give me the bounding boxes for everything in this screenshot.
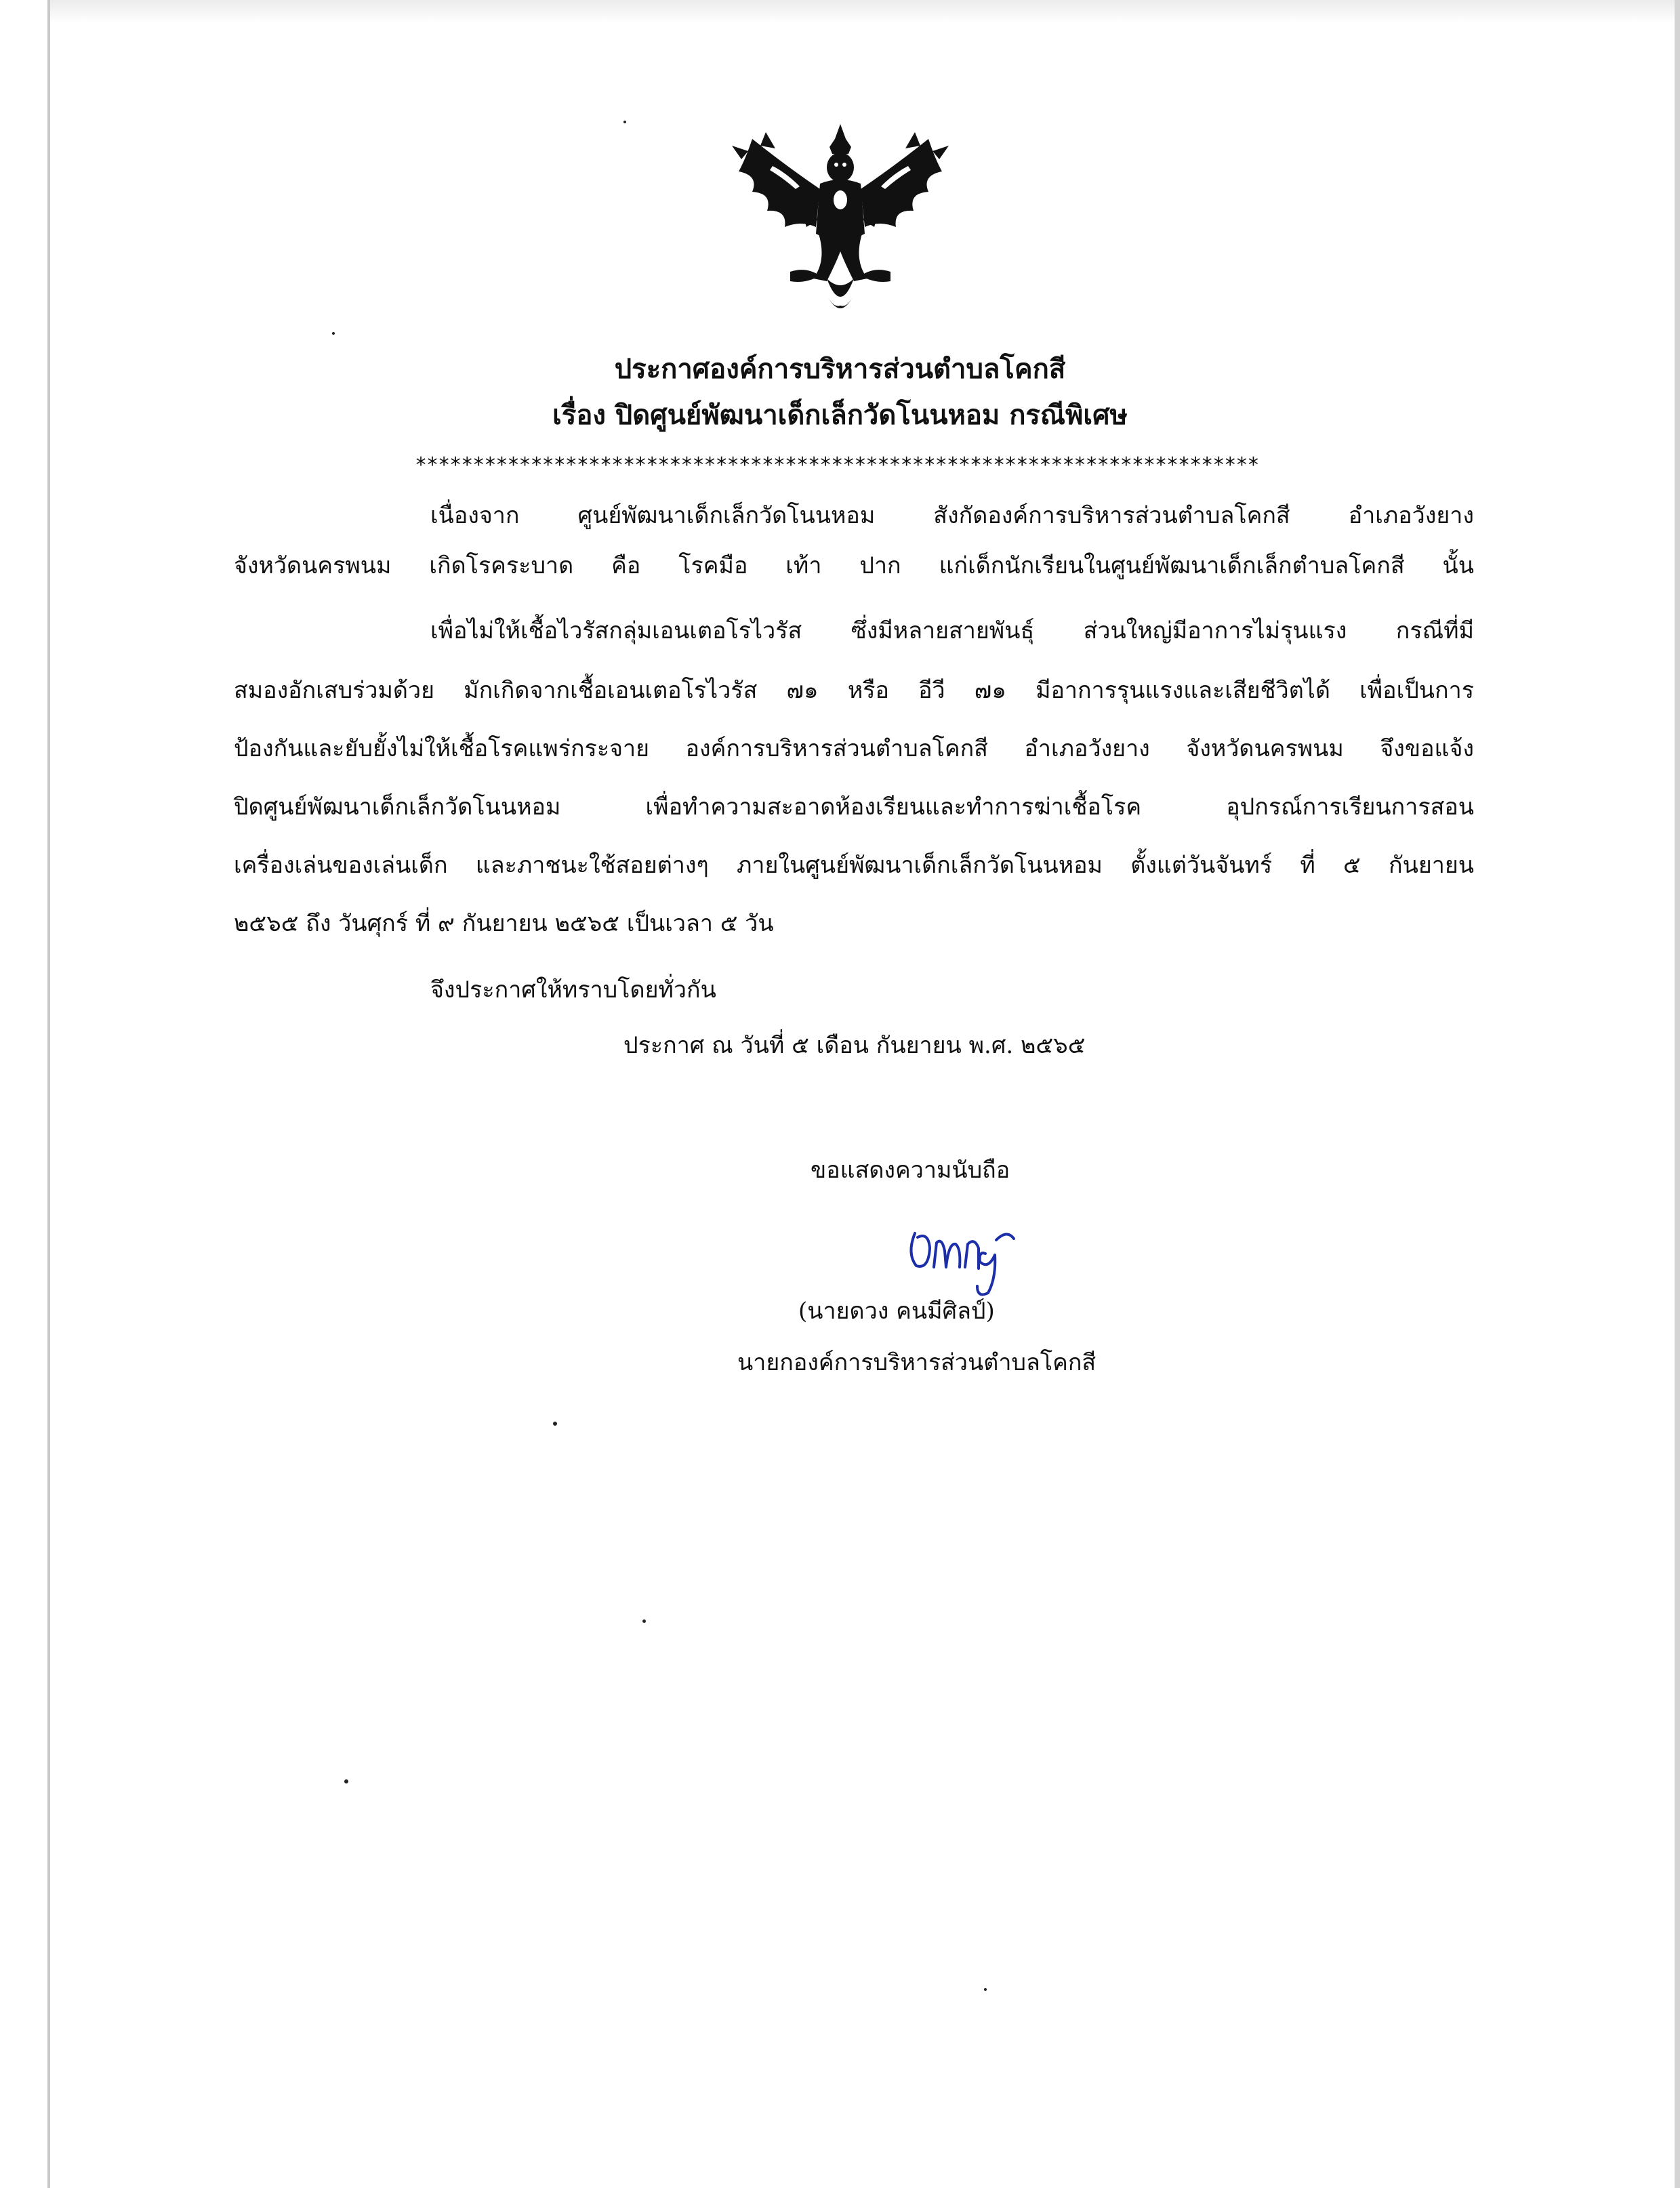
scan-left-edge bbox=[47, 0, 50, 2188]
closing-statement: จึงประกาศให้ทราบโดยทั่วกัน bbox=[430, 976, 716, 1004]
paragraph-1-line: เนื่องจาก ศูนย์พัฒนาเด็กเล็กวัดโนนหอม สังกัดองค์การบริหารส่วนตำบลโคกสี อำเภอวังยาง bbox=[430, 502, 1474, 529]
separator-line: ************************************************************************* bbox=[415, 453, 1259, 477]
paragraph-2-line: ๒๕๖๕ ถึง วันศุกร์ ที่ ๙ กันยายน ๒๕๖๕ เป็นเวลา ๕ วัน bbox=[234, 910, 774, 937]
announcement-date: ประกาศ ณ วันที่ ๕ เดือน กันยายน พ.ศ. ๒๕๖๕ bbox=[623, 1032, 1086, 1059]
scan-speck bbox=[642, 1619, 646, 1623]
scan-speck bbox=[344, 1779, 348, 1783]
scan-speck bbox=[332, 332, 335, 335]
garuda-emblem-icon bbox=[725, 119, 956, 322]
regards-line: ขอแสดงความนับถือ bbox=[811, 1157, 1010, 1184]
announcement-subject: เรื่อง ปิดศูนย์พัฒนาเด็กเล็กวัดโนนหอม กรณีพิเศษ bbox=[552, 399, 1128, 431]
paragraph-1-line: จังหวัดนครพนม เกิดโรคระบาด คือ โรคมือ เท้า ปาก แก่เด็กนักเรียนในศูนย์พัฒนาเด็กเล็กตำบลโคกสี นั้น bbox=[234, 552, 1474, 579]
announcement-title: ประกาศองค์การบริหารส่วนตำบลโคกสี bbox=[614, 353, 1066, 385]
signer-name: (นายดวง คนมีศิลป์) bbox=[798, 1298, 995, 1325]
signer-position: นายกองค์การบริหารส่วนตำบลโคกสี bbox=[737, 1349, 1097, 1376]
scan-speck bbox=[623, 121, 626, 123]
scan-right-edge bbox=[1675, 0, 1680, 2188]
handwritten-signature bbox=[901, 1213, 1037, 1301]
scan-speck bbox=[553, 1422, 557, 1426]
paragraph-2-line: สมองอักเสบร่วมด้วย มักเกิดจากเชื้อเอนเตอโรไวรัส ๗๑ หรือ อีวี ๗๑ มีอาการรุนแรงและเสียชีวิตได้ เพื่อเป็นการ bbox=[234, 677, 1474, 704]
paragraph-2-line: เครื่องเล่นของเล่นเด็ก และภาชนะใช้สอยต่างๆ ภายในศูนย์พัฒนาเด็กเล็กวัดโนนหอม ตั้งแต่วันจันทร์ ที่ ๕ กันยายน bbox=[234, 852, 1474, 879]
scan-speck bbox=[984, 1988, 987, 1991]
paragraph-2-line: ป้องกันและยับยั้งไม่ให้เชื้อโรคแพร่กระจาย องค์การบริหารส่วนตำบลโคกสี อำเภอวังยาง จังหวัดนครพนม จึงขอแจ้ง bbox=[234, 735, 1474, 762]
paragraph-2-line: เพื่อไม่ให้เชื้อไวรัสกลุ่มเอนเตอโรไวรัส ซึ่งมีหลายสายพันธุ์ ส่วนใหญ่มีอาการไม่รุนแรง กรณีที่มี bbox=[430, 617, 1474, 644]
paragraph-2-line: ปิดศูนย์พัฒนาเด็กเล็กวัดโนนหอม เพื่อทำความสะอาดห้องเรียนและทำการฆ่าเชื้อโรค อุปกรณ์การเรียนการสอน bbox=[234, 793, 1474, 821]
scan-top-shadow bbox=[50, 0, 1675, 23]
